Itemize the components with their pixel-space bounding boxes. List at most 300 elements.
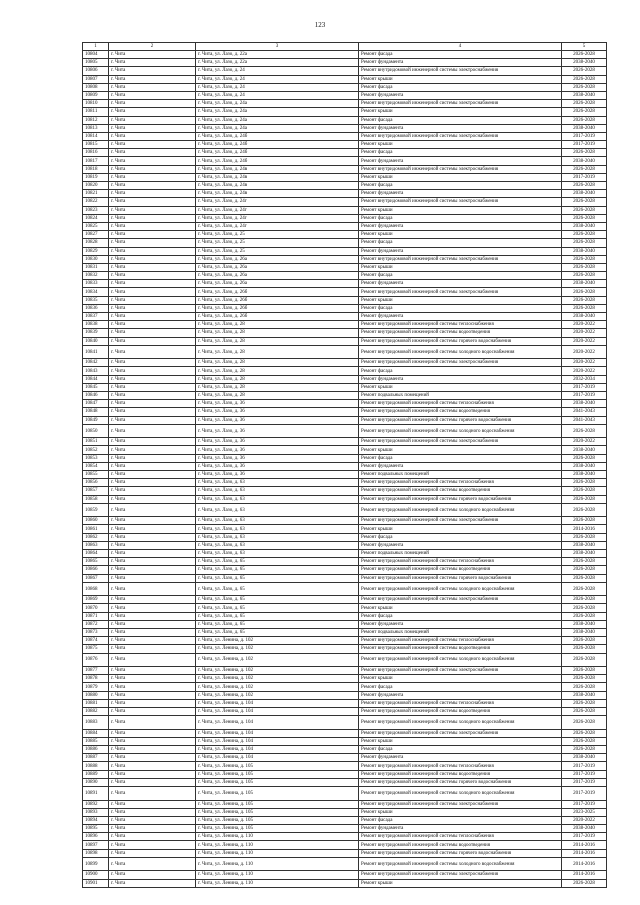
row-number: 10824 <box>83 214 109 222</box>
row-locality: г. Чита <box>109 375 196 383</box>
row-work-type: Ремонт крыши <box>359 446 562 454</box>
row-number: 10888 <box>83 762 109 770</box>
row-number: 10873 <box>83 629 109 637</box>
row-locality: г. Чита <box>109 141 196 149</box>
row-period: 2038-2040 <box>562 620 607 628</box>
row-locality: г. Чита <box>109 313 196 321</box>
row-number: 10901 <box>83 879 109 887</box>
table-row <box>83 231 607 239</box>
row-period: 2026-2028 <box>562 683 607 691</box>
row-work-type: Ремонт фасада <box>359 214 562 222</box>
row-number: 10899 <box>83 857 109 871</box>
row-address: г. Чита, ул. Лазо, д. 28 <box>196 392 359 400</box>
row-work-type: Ремонт фасада <box>359 149 562 157</box>
row-number: 10878 <box>83 675 109 683</box>
row-work-type: Ремонт внутридомовой инженерной системы холодного водоснабжения <box>359 857 562 871</box>
table-row <box>83 816 607 824</box>
row-locality: г. Чита <box>109 100 196 108</box>
row-period: 2026-2028 <box>562 206 607 214</box>
row-address: г. Чита, ул. Ленина, д. 105 <box>196 808 359 816</box>
row-address: г. Чита, ул. Лазо, д. 63 <box>196 503 359 517</box>
row-period: 2026-2028 <box>562 288 607 296</box>
row-address: г. Чита, ул. Лазо, д. 24 <box>196 75 359 83</box>
row-work-type: Ремонт внутридомовой инженерной системы водоотведения <box>359 487 562 495</box>
row-number: 10900 <box>83 871 109 879</box>
row-period: 2038-2040 <box>562 691 607 699</box>
row-address: г. Чита, ул. Лазо, д. 65 <box>196 612 359 620</box>
row-work-type: Ремонт внутридомовой инженерной системы теплоснабжения <box>359 558 562 566</box>
row-locality: г. Чита <box>109 495 196 503</box>
row-address: г. Чита, ул. Лазо, д. 63 <box>196 495 359 503</box>
row-locality: г. Чита <box>109 550 196 558</box>
row-work-type: Ремонт внутридомовой инженерной системы электроснабжения <box>359 438 562 446</box>
row-locality: г. Чита <box>109 263 196 271</box>
row-address: г. Чита, ул. Ленина, д. 102 <box>196 691 359 699</box>
table-row <box>83 367 607 375</box>
row-locality: г. Чита <box>109 272 196 280</box>
row-locality: г. Чита <box>109 816 196 824</box>
row-period: 2038-2040 <box>562 280 607 288</box>
row-period: 2017-2019 <box>562 787 607 801</box>
row-work-type: Ремонт внутридомовой инженерной системы электроснабжения <box>359 871 562 879</box>
row-number: 10821 <box>83 190 109 198</box>
row-address: г. Чита, ул. Лазо, д. 24г <box>196 198 359 206</box>
row-period: 2017-2019 <box>562 770 607 778</box>
row-address: г. Чита, ул. Лазо, д. 24а <box>196 108 359 116</box>
row-period: 2038-2040 <box>562 541 607 549</box>
row-number: 10891 <box>83 787 109 801</box>
row-work-type: Ремонт крыши <box>359 173 562 181</box>
row-number: 10867 <box>83 574 109 582</box>
row-number: 10828 <box>83 239 109 247</box>
row-work-type: Ремонт фасада <box>359 746 562 754</box>
row-work-type: Ремонт внутридомовой инженерной системы электроснабжения <box>359 165 562 173</box>
row-number: 10887 <box>83 754 109 762</box>
row-address: г. Чита, ул. Ленина, д. 110 <box>196 857 359 871</box>
row-locality: г. Чита <box>109 479 196 487</box>
row-locality: г. Чита <box>109 675 196 683</box>
row-period: 2026-2028 <box>562 100 607 108</box>
row-address: г. Чита, ул. Ленина, д. 110 <box>196 849 359 857</box>
row-period: 2026-2028 <box>562 558 607 566</box>
row-work-type: Ремонт внутридомовой инженерной системы электроснабжения <box>359 729 562 737</box>
row-number: 10838 <box>83 321 109 329</box>
row-number: 10835 <box>83 296 109 304</box>
row-address: г. Чита, ул. Ленина, д. 105 <box>196 787 359 801</box>
row-work-type: Ремонт внутридомовой инженерной системы водоотведения <box>359 329 562 337</box>
row-number: 10837 <box>83 313 109 321</box>
table-row <box>83 383 607 391</box>
row-work-type: Ремонт фундамента <box>359 313 562 321</box>
table-row <box>83 173 607 181</box>
row-address: г. Чита, ул. Лазо, д. 24а <box>196 124 359 132</box>
row-address: г. Чита, ул. Ленина, д. 104 <box>196 737 359 745</box>
row-period: 2026-2028 <box>562 165 607 173</box>
row-period: 2017-2019 <box>562 141 607 149</box>
row-work-type: Ремонт внутридомовой инженерной системы водоотведения <box>359 566 562 574</box>
table-row <box>83 288 607 296</box>
row-locality: г. Чита <box>109 321 196 329</box>
row-number: 10855 <box>83 471 109 479</box>
row-work-type: Ремонт внутридомовой инженерной системы холодного водоснабжения <box>359 424 562 438</box>
row-period: 2041-2043 <box>562 408 607 416</box>
row-work-type: Ремонт внутридомовой инженерной системы горячего водоснабжения <box>359 495 562 503</box>
row-address: г. Чита, ул. Лазо, д. 25 <box>196 239 359 247</box>
table-row <box>83 416 607 424</box>
row-number: 10812 <box>83 116 109 124</box>
row-period: 2020-2022 <box>562 337 607 345</box>
row-number: 10896 <box>83 833 109 841</box>
row-period: 2026-2028 <box>562 604 607 612</box>
row-number: 10850 <box>83 424 109 438</box>
row-period: 2026-2028 <box>562 582 607 596</box>
row-work-type: Ремонт крыши <box>359 383 562 391</box>
row-number: 10864 <box>83 550 109 558</box>
row-address: г. Чита, ул. Лазо, д. 26а <box>196 263 359 271</box>
row-locality: г. Чита <box>109 637 196 645</box>
row-locality: г. Чита <box>109 231 196 239</box>
row-work-type: Ремонт фасада <box>359 533 562 541</box>
row-work-type: Ремонт внутридомовой инженерной системы горячего водоснабжения <box>359 778 562 786</box>
table-row <box>83 304 607 312</box>
table-row <box>83 165 607 173</box>
row-locality: г. Чита <box>109 667 196 675</box>
row-locality: г. Чита <box>109 517 196 525</box>
row-period: 2014-2016 <box>562 871 607 879</box>
row-address: г. Чита, ул. Лазо, д. 28 <box>196 367 359 375</box>
row-period: 2038-2040 <box>562 247 607 255</box>
row-work-type: Ремонт фасада <box>359 116 562 124</box>
row-number: 10823 <box>83 206 109 214</box>
row-period: 2020-2022 <box>562 329 607 337</box>
row-address: г. Чита, ул. Лазо, д. 36 <box>196 471 359 479</box>
row-work-type: Ремонт внутридомовой инженерной системы горячего водоснабжения <box>359 849 562 857</box>
row-address: г. Чита, ул. Лазо, д. 24 <box>196 83 359 91</box>
row-locality: г. Чита <box>109 190 196 198</box>
row-period: 2026-2028 <box>562 517 607 525</box>
row-period: 2026-2028 <box>562 645 607 653</box>
table-row <box>83 675 607 683</box>
row-locality: г. Чита <box>109 778 196 786</box>
row-locality: г. Чита <box>109 214 196 222</box>
row-work-type: Ремонт фасада <box>359 51 562 59</box>
table-row <box>83 800 607 808</box>
row-period: 2026-2028 <box>562 454 607 462</box>
row-period: 2014-2016 <box>562 841 607 849</box>
table-row <box>83 424 607 438</box>
table-row <box>83 479 607 487</box>
row-locality: г. Чита <box>109 59 196 67</box>
row-work-type: Ремонт фундамента <box>359 754 562 762</box>
table-body <box>83 51 607 888</box>
row-work-type: Ремонт внутридомовой инженерной системы холодного водоснабжения <box>359 345 562 359</box>
row-locality: г. Чита <box>109 716 196 730</box>
table-row <box>83 124 607 132</box>
row-address: г. Чита, ул. Лазо, д. 36 <box>196 446 359 454</box>
row-locality: г. Чита <box>109 337 196 345</box>
row-locality: г. Чита <box>109 754 196 762</box>
row-address: г. Чита, ул. Ленина, д. 102 <box>196 637 359 645</box>
table-row <box>83 833 607 841</box>
table-row <box>83 667 607 675</box>
row-locality: г. Чита <box>109 400 196 408</box>
table-row <box>83 778 607 786</box>
row-period: 2020-2022 <box>562 816 607 824</box>
row-number: 10881 <box>83 699 109 707</box>
row-address: г. Чита, ул. Лазо, д. 28 <box>196 329 359 337</box>
row-locality: г. Чита <box>109 222 196 230</box>
row-number: 10806 <box>83 67 109 75</box>
row-address: г. Чита, ул. Лазо, д. 26а <box>196 255 359 263</box>
row-period: 2026-2028 <box>562 51 607 59</box>
row-period: 2026-2028 <box>562 716 607 730</box>
row-address: г. Чита, ул. Лазо, д. 24б <box>196 157 359 165</box>
row-work-type: Ремонт подвальных помещений <box>359 550 562 558</box>
row-work-type: Ремонт крыши <box>359 263 562 271</box>
table-row <box>83 280 607 288</box>
table-row <box>83 190 607 198</box>
row-locality: г. Чита <box>109 182 196 190</box>
row-address: г. Чита, ул. Лазо, д. 24а <box>196 116 359 124</box>
row-locality: г. Чита <box>109 825 196 833</box>
row-work-type: Ремонт крыши <box>359 604 562 612</box>
row-period: 2038-2040 <box>562 446 607 454</box>
table-row <box>83 574 607 582</box>
row-address: г. Чита, ул. Лазо, д. 36 <box>196 454 359 462</box>
row-work-type: Ремонт внутридомовой инженерной системы электроснабжения <box>359 255 562 263</box>
table-row <box>83 263 607 271</box>
table-row <box>83 313 607 321</box>
row-number: 10859 <box>83 503 109 517</box>
row-work-type: Ремонт фасада <box>359 239 562 247</box>
row-work-type: Ремонт внутридомовой инженерной системы горячего водоснабжения <box>359 337 562 345</box>
row-number: 10895 <box>83 825 109 833</box>
row-address: г. Чита, ул. Ленина, д. 104 <box>196 716 359 730</box>
row-address: г. Чита, ул. Ленина, д. 102 <box>196 667 359 675</box>
row-work-type: Ремонт фундамента <box>359 247 562 255</box>
row-period: 2026-2028 <box>562 737 607 745</box>
table-row <box>83 375 607 383</box>
row-work-type: Ремонт фасада <box>359 272 562 280</box>
row-number: 10863 <box>83 541 109 549</box>
row-period: 2026-2028 <box>562 67 607 75</box>
row-period: 2038-2040 <box>562 59 607 67</box>
table-row <box>83 132 607 140</box>
row-work-type: Ремонт внутридомовой инженерной системы холодного водоснабжения <box>359 582 562 596</box>
row-address: г. Чита, ул. Лазо, д. 63 <box>196 533 359 541</box>
row-number: 10808 <box>83 83 109 91</box>
table-row <box>83 359 607 367</box>
row-work-type: Ремонт крыши <box>359 525 562 533</box>
row-period: 2041-2043 <box>562 416 607 424</box>
row-period: 2020-2022 <box>562 321 607 329</box>
row-address: г. Чита, ул. Лазо, д. 24б <box>196 149 359 157</box>
row-locality: г. Чита <box>109 879 196 887</box>
row-locality: г. Чита <box>109 198 196 206</box>
row-work-type: Ремонт фасада <box>359 83 562 91</box>
row-number: 10875 <box>83 645 109 653</box>
row-locality: г. Чита <box>109 247 196 255</box>
table-row <box>83 762 607 770</box>
row-number: 10851 <box>83 438 109 446</box>
row-period: 2026-2028 <box>562 231 607 239</box>
row-address: г. Чита, ул. Лазо, д. 28 <box>196 321 359 329</box>
row-locality: г. Чита <box>109 288 196 296</box>
table-row <box>83 438 607 446</box>
row-work-type: Ремонт фундамента <box>359 620 562 628</box>
row-address: г. Чита, ул. Ленина, д. 104 <box>196 708 359 716</box>
table-row <box>83 141 607 149</box>
row-work-type: Ремонт крыши <box>359 141 562 149</box>
row-work-type: Ремонт фундамента <box>359 280 562 288</box>
row-locality: г. Чита <box>109 367 196 375</box>
row-work-type: Ремонт крыши <box>359 675 562 683</box>
row-period: 2014-2016 <box>562 857 607 871</box>
row-locality: г. Чита <box>109 596 196 604</box>
row-work-type: Ремонт фундамента <box>359 375 562 383</box>
row-address: г. Чита, ул. Лазо, д. 36 <box>196 416 359 424</box>
row-work-type: Ремонт крыши <box>359 75 562 83</box>
row-work-type: Ремонт подвальных помещений <box>359 471 562 479</box>
row-address: г. Чита, ул. Лазо, д. 65 <box>196 582 359 596</box>
row-period: 2026-2028 <box>562 255 607 263</box>
row-locality: г. Чита <box>109 762 196 770</box>
row-period: 2038-2040 <box>562 550 607 558</box>
table-row <box>83 825 607 833</box>
table-row <box>83 558 607 566</box>
row-period: 2038-2040 <box>562 157 607 165</box>
row-work-type: Ремонт фундамента <box>359 462 562 470</box>
row-address: г. Чита, ул. Лазо, д. 25 <box>196 231 359 239</box>
row-locality: г. Чита <box>109 708 196 716</box>
row-locality: г. Чита <box>109 67 196 75</box>
row-work-type: Ремонт внутридомовой инженерной системы электроснабжения <box>359 800 562 808</box>
row-locality: г. Чита <box>109 503 196 517</box>
row-work-type: Ремонт фундамента <box>359 541 562 549</box>
row-number: 10852 <box>83 446 109 454</box>
row-locality: г. Чита <box>109 541 196 549</box>
row-number: 10860 <box>83 517 109 525</box>
row-period: 2017-2019 <box>562 762 607 770</box>
row-address: г. Чита, ул. Ленина, д. 105 <box>196 762 359 770</box>
row-number: 10885 <box>83 737 109 745</box>
row-locality: г. Чита <box>109 471 196 479</box>
row-number: 10862 <box>83 533 109 541</box>
table-row <box>83 321 607 329</box>
row-period: 2026-2028 <box>562 263 607 271</box>
row-address: г. Чита, ул. Ленина, д. 105 <box>196 816 359 824</box>
repair-schedule-table <box>82 42 607 888</box>
row-work-type: Ремонт внутридомовой инженерной системы водоотведения <box>359 645 562 653</box>
row-number: 10857 <box>83 487 109 495</box>
row-period: 2026-2028 <box>562 83 607 91</box>
row-address: г. Чита, ул. Ленина, д. 104 <box>196 754 359 762</box>
row-period: 2026-2028 <box>562 699 607 707</box>
row-work-type: Ремонт внутридомовой инженерной системы водоотведения <box>359 408 562 416</box>
row-period: 2026-2028 <box>562 566 607 574</box>
row-address: г. Чита, ул. Ленина, д. 110 <box>196 879 359 887</box>
row-locality: г. Чита <box>109 255 196 263</box>
table-row <box>83 392 607 400</box>
row-period: 2026-2028 <box>562 182 607 190</box>
table-row <box>83 222 607 230</box>
row-locality: г. Чита <box>109 770 196 778</box>
row-number: 10845 <box>83 383 109 391</box>
row-period: 2026-2028 <box>562 108 607 116</box>
row-work-type: Ремонт внутридомовой инженерной системы водоотведения <box>359 770 562 778</box>
row-period: 2026-2028 <box>562 503 607 517</box>
row-locality: г. Чита <box>109 206 196 214</box>
row-locality: г. Чита <box>109 329 196 337</box>
row-period: 2026-2028 <box>562 296 607 304</box>
row-locality: г. Чита <box>109 383 196 391</box>
row-number: 10830 <box>83 255 109 263</box>
row-locality: г. Чита <box>109 857 196 871</box>
row-work-type: Ремонт внутридомовой инженерной системы водоотведения <box>359 708 562 716</box>
table-row <box>83 808 607 816</box>
row-locality: г. Чита <box>109 620 196 628</box>
row-number: 10841 <box>83 345 109 359</box>
row-locality: г. Чита <box>109 116 196 124</box>
row-work-type: Ремонт внутридомовой инженерной системы теплоснабжения <box>359 400 562 408</box>
table-row <box>83 716 607 730</box>
row-period: 2038-2040 <box>562 400 607 408</box>
table-row <box>83 533 607 541</box>
row-work-type: Ремонт фундамента <box>359 59 562 67</box>
row-number: 10825 <box>83 222 109 230</box>
row-address: г. Чита, ул. Лазо, д. 26б <box>196 313 359 321</box>
row-work-type: Ремонт внутридомовой инженерной системы электроснабжения <box>359 596 562 604</box>
row-work-type: Ремонт фундамента <box>359 222 562 230</box>
row-address: г. Чита, ул. Лазо, д. 24 <box>196 67 359 75</box>
row-work-type: Ремонт внутридомовой инженерной системы холодного водоснабжения <box>359 716 562 730</box>
table-row <box>83 525 607 533</box>
row-period: 2026-2028 <box>562 198 607 206</box>
table-row <box>83 503 607 517</box>
row-address: г. Чита, ул. Лазо, д. 26б <box>196 304 359 312</box>
row-number: 10842 <box>83 359 109 367</box>
row-period: 2026-2028 <box>562 116 607 124</box>
row-locality: г. Чита <box>109 173 196 181</box>
row-period: 2026-2028 <box>562 495 607 503</box>
header-row <box>83 43 607 51</box>
row-number: 10892 <box>83 800 109 808</box>
row-address: г. Чита, ул. Лазо, д. 65 <box>196 620 359 628</box>
row-locality: г. Чита <box>109 604 196 612</box>
table-row <box>83 612 607 620</box>
row-number: 10879 <box>83 683 109 691</box>
header-col-5: 5 <box>562 43 607 51</box>
row-locality: г. Чита <box>109 729 196 737</box>
row-number: 10832 <box>83 272 109 280</box>
row-address: г. Чита, ул. Лазо, д. 24 <box>196 91 359 99</box>
row-number: 10807 <box>83 75 109 83</box>
row-period: 2026-2028 <box>562 746 607 754</box>
row-number: 10848 <box>83 408 109 416</box>
table-row <box>83 198 607 206</box>
row-work-type: Ремонт внутридомовой инженерной системы теплоснабжения <box>359 479 562 487</box>
row-work-type: Ремонт фасада <box>359 683 562 691</box>
row-locality: г. Чита <box>109 392 196 400</box>
table-row <box>83 550 607 558</box>
row-address: г. Чита, ул. Лазо, д. 26а <box>196 280 359 288</box>
table-row <box>83 329 607 337</box>
row-period: 2038-2040 <box>562 190 607 198</box>
row-address: г. Чита, ул. Ленина, д. 102 <box>196 645 359 653</box>
table-row <box>83 91 607 99</box>
row-address: г. Чита, ул. Ленина, д. 110 <box>196 871 359 879</box>
row-number: 10829 <box>83 247 109 255</box>
